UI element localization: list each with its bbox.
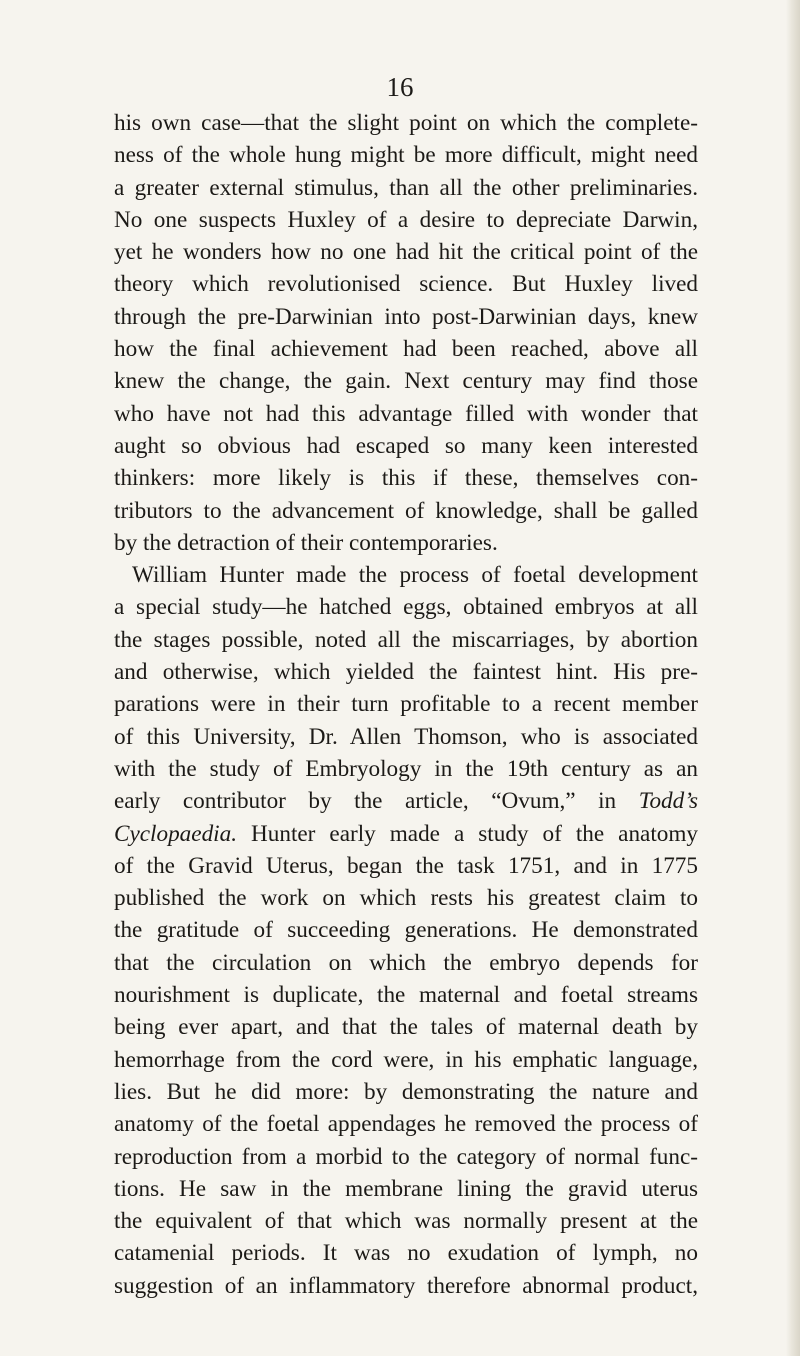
- text-line: published the work on which rests his greatest claim to: [114, 885, 698, 912]
- text-line: parations were in their turn profitable to a recent member: [114, 691, 698, 718]
- text-line: a special study—he hatched eggs, obtained embryos at all: [114, 594, 698, 621]
- text-line: lies. But he did more: by demonstrating the nature and: [114, 1078, 698, 1105]
- text-line: knew the change, the gain. Next century may find those: [114, 368, 698, 395]
- text-line: by the detraction of their contemporaries.: [114, 529, 498, 556]
- text-line: who have not had this advantage filled with wonder that: [114, 400, 698, 427]
- text-line: reproduction from a morbid to the category of normal func-: [114, 1143, 698, 1170]
- text-line: the stages possible, noted all the miscarriages, by abortion: [114, 626, 698, 653]
- text-segment: early contributor by the article, “Ovum,” in: [114, 788, 617, 815]
- text-line: William Hunter made the process of foetal development: [132, 562, 698, 589]
- text-line: through the pre-Darwinian into post-Darwinian days, knew: [114, 303, 698, 330]
- page-number: 16: [386, 72, 414, 102]
- text-line: hemorrhage from the cord were, in his emphatic language,: [114, 1046, 698, 1073]
- text-line: catamenial periods. It was no exudation of lymph, no: [114, 1240, 698, 1267]
- text-line: tions. He saw in the membrane lining the gravid uterus: [114, 1175, 698, 1202]
- text-line: with the study of Embryology in the 19th century as an: [114, 755, 698, 782]
- text-line-with-italic: [114, 785, 698, 817]
- text-line: a greater external stimulus, than all the other preliminaries.: [114, 174, 698, 201]
- text-line: that the circulation on which the embryo depends for: [114, 949, 698, 976]
- text-line: the gratitude of succeeding generations. He demonstrated: [114, 917, 698, 944]
- text-line: anatomy of the foetal appendages he removed the process of: [114, 1111, 698, 1138]
- text-line: yet he wonders how no one had hit the critical point of the: [114, 239, 698, 266]
- body-text: [114, 107, 698, 1302]
- text-line-with-italic: [114, 818, 698, 850]
- text-line: nourishment is duplicate, the maternal and foetal streams: [114, 982, 698, 1009]
- text-line: how the final achievement had been reached, above all: [114, 336, 698, 363]
- page-edge: [786, 0, 800, 1356]
- text-line: the equivalent of that which was normally present at the: [114, 1208, 698, 1235]
- text-line: No one suspects Huxley of a desire to depreciate Darwin,: [114, 206, 698, 233]
- text-segment: Hunter early made a study of the anatomy: [251, 820, 699, 847]
- text-line: his own case—that the slight point on which the complete-: [114, 110, 698, 136]
- text-line: theory which revolutionised science. But Huxley lived: [114, 271, 698, 298]
- text-line: ness of the whole hung might be more difficult, might need: [114, 142, 698, 169]
- text-line: thinkers: more likely is this if these, themselves con-: [114, 465, 698, 492]
- italic-title: Cyclopaedia.: [114, 820, 237, 847]
- text-line: being ever apart, and that the tales of maternal death by: [114, 1014, 698, 1041]
- text-line: of the Gravid Uterus, began the task 1751, and in 1775: [114, 852, 698, 879]
- text-line: aught so obvious had escaped so many keen interested: [114, 432, 698, 459]
- text-line: of this University, Dr. Allen Thomson, who is associated: [114, 723, 698, 750]
- italic-title: Todd’s: [638, 788, 698, 815]
- text-line: and otherwise, which yielded the faintest hint. His pre-: [114, 659, 698, 686]
- text-line: suggestion of an inflammatory therefore abnormal product,: [114, 1272, 698, 1299]
- text-line: tributors to the advancement of knowledge, shall be galled: [114, 497, 698, 524]
